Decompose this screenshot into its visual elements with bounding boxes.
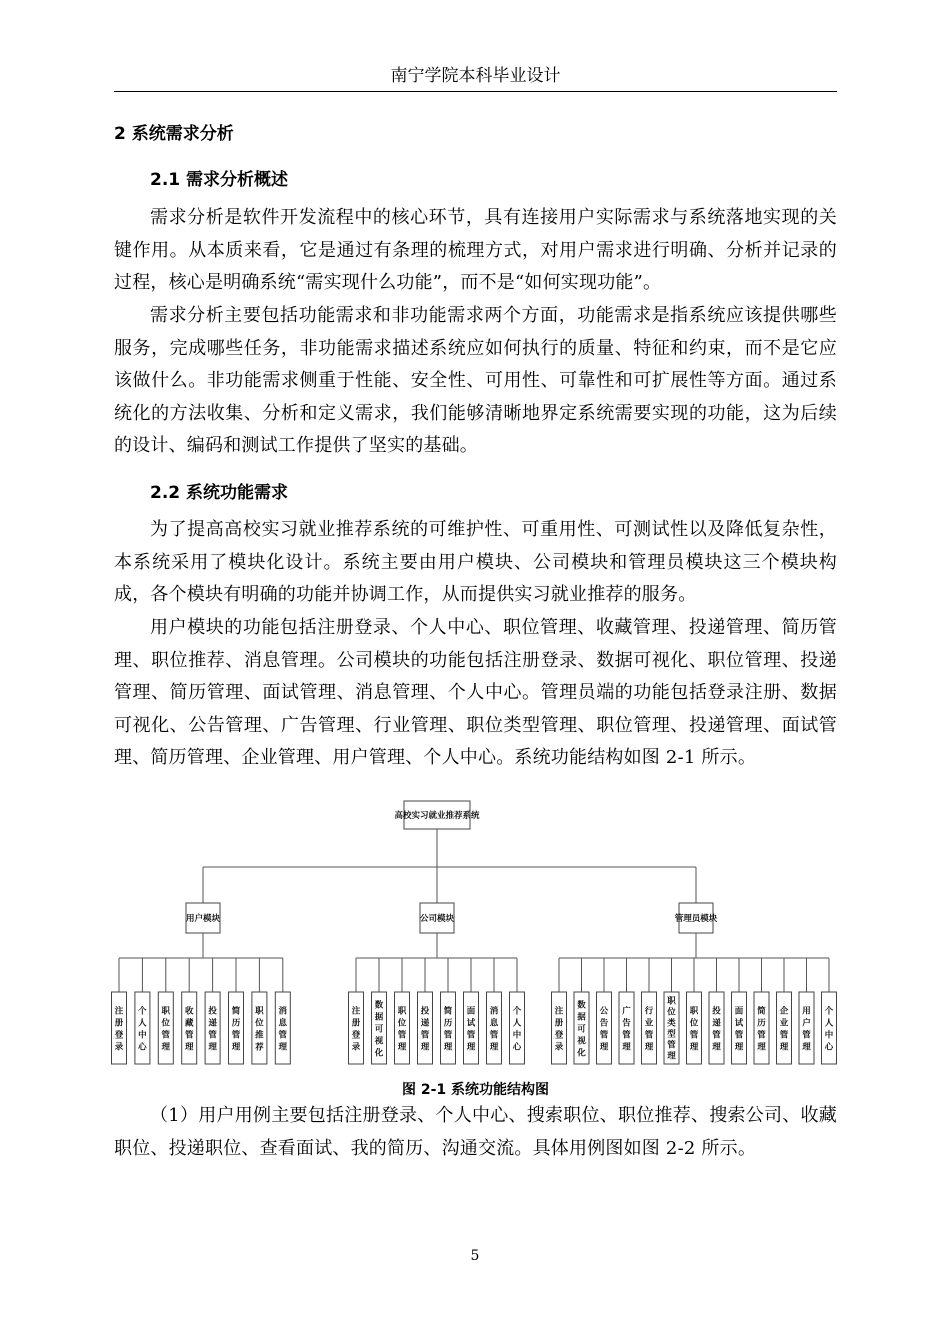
section-heading: 2 系统需求分析 [114,124,234,144]
module-label: 管理员模块 [674,914,718,924]
leaf-label: 企业管理 [779,1006,789,1053]
paragraph-overview-1: 需求分析是软件开发流程中的核心环节，具有连接用户实际需求与系统落地实现的关键作用。从本质来看，它是通过有条理的梳理方式，对用户需求进行明确、分析并记录的过程，核心是明确系统“需实现什么功能”，而不是“如何实现功能”。 [114,207,837,294]
leaf-label: 个人中心 [138,1006,147,1053]
leaf-label: 公告管理 [599,1006,609,1053]
leaf-label: 投递管理 [712,1006,721,1053]
leaf-label: 职位管理 [397,1006,407,1053]
leaf-label: 个人中心 [512,1006,522,1053]
root-node-label: 高校实习就业推荐系统 [394,811,480,821]
leaf-label: 注册登录 [351,1006,361,1053]
paragraph-overview-2: 需求分析主要包括功能需求和非功能需求两个方面，功能需求是指系统应该提供哪些服务，完成哪些任务，非功能需求描述系统应如何执行的质量、特征和约束，而不是它应该做什么。非功能需求侧重于性能、安全性、可用性、可靠性和可扩展性等方面。通过系统化的方法收集、分析和定义需求，我们能够清晰地界定系统需要实现的功能，这为后续的设计、编码和测试工作提供了坚实的基础。 [114,305,837,457]
leaf-label: 数据可视化 [577,1000,586,1059]
leaf-label: 消息管理 [278,1006,288,1053]
leaf-label: 注册登录 [554,1006,564,1053]
leaf-label: 简历管理 [231,1006,241,1053]
paragraph-functional-2: 用户模块的功能包括注册登录、个人中心、职位管理、收藏管理、投递管理、简历管理、职位推荐、消息管理。公司模块的功能包括注册登录、数据可视化、职位管理、投递管理、简历管理、面试管理、消息管理、个人中心。管理员端的功能包括登录注册、数据可视化、公告管理、广告管理、行业管理、职位类型管理、职位管理、投递管理、面试管理、简历管理、企业管理、用户管理、个人中心。系统功能结构如图 2-1 所示。 [114,617,837,769]
module-label: 公司模块 [419,914,455,924]
leaf-label: 职位管理 [161,1006,171,1053]
leaf-label: 个人中心 [824,1006,834,1053]
figure-caption: 图 2-1 系统功能结构图 [401,1082,550,1098]
paragraph-user-use-case: （1）用户用例主要包括注册登录、个人中心、搜索职位、职位推荐、搜索公司、收藏职位、投递职位、查看面试、我的简历、沟通交流。具体用例图如图 2-2 所示。 [114,1105,837,1159]
leaf-label: 投递管理 [420,1006,430,1053]
subsection-heading-2-2: 2.2 系统功能需求 [150,483,289,503]
leaf-label: 注册登录 [114,1006,124,1053]
leaf-label: 面试管理 [466,1006,476,1053]
page-header-title: 南宁学院本科毕业设计 [390,66,561,86]
page-number: 5 [470,1248,480,1264]
leaf-label: 数据可视化 [374,1000,384,1059]
leaf-label: 行业管理 [644,1006,654,1053]
leaf-label: 投递管理 [208,1006,217,1053]
leaf-label: 职位类型管理 [667,996,676,1062]
leaf-label: 简历管理 [443,1006,453,1053]
leaf-label: 广告管理 [622,1006,631,1053]
leaf-label: 面试管理 [734,1006,744,1053]
leaf-label: 消息管理 [489,1006,499,1053]
leaf-label: 简历管理 [757,1006,766,1053]
leaf-label: 职位管理 [689,1006,699,1053]
leaf-label: 收藏管理 [184,1006,194,1053]
module-label: 用户模块 [185,914,221,924]
paragraph-functional-1: 为了提高高校实习就业推荐系统的可维护性、可重用性、可测试性以及降低复杂性，本系统采用了模块化设计。系统主要由用户模块、公司模块和管理员模块这三个模块构成，各个模块有明确的功能并协调工作，从而提供实习就业推荐的服务。 [114,519,837,606]
leaf-label: 用户管理 [802,1006,811,1053]
subsection-heading-2-1: 2.1 需求分析概述 [150,170,289,190]
leaf-label: 职位推荐 [255,1006,264,1053]
